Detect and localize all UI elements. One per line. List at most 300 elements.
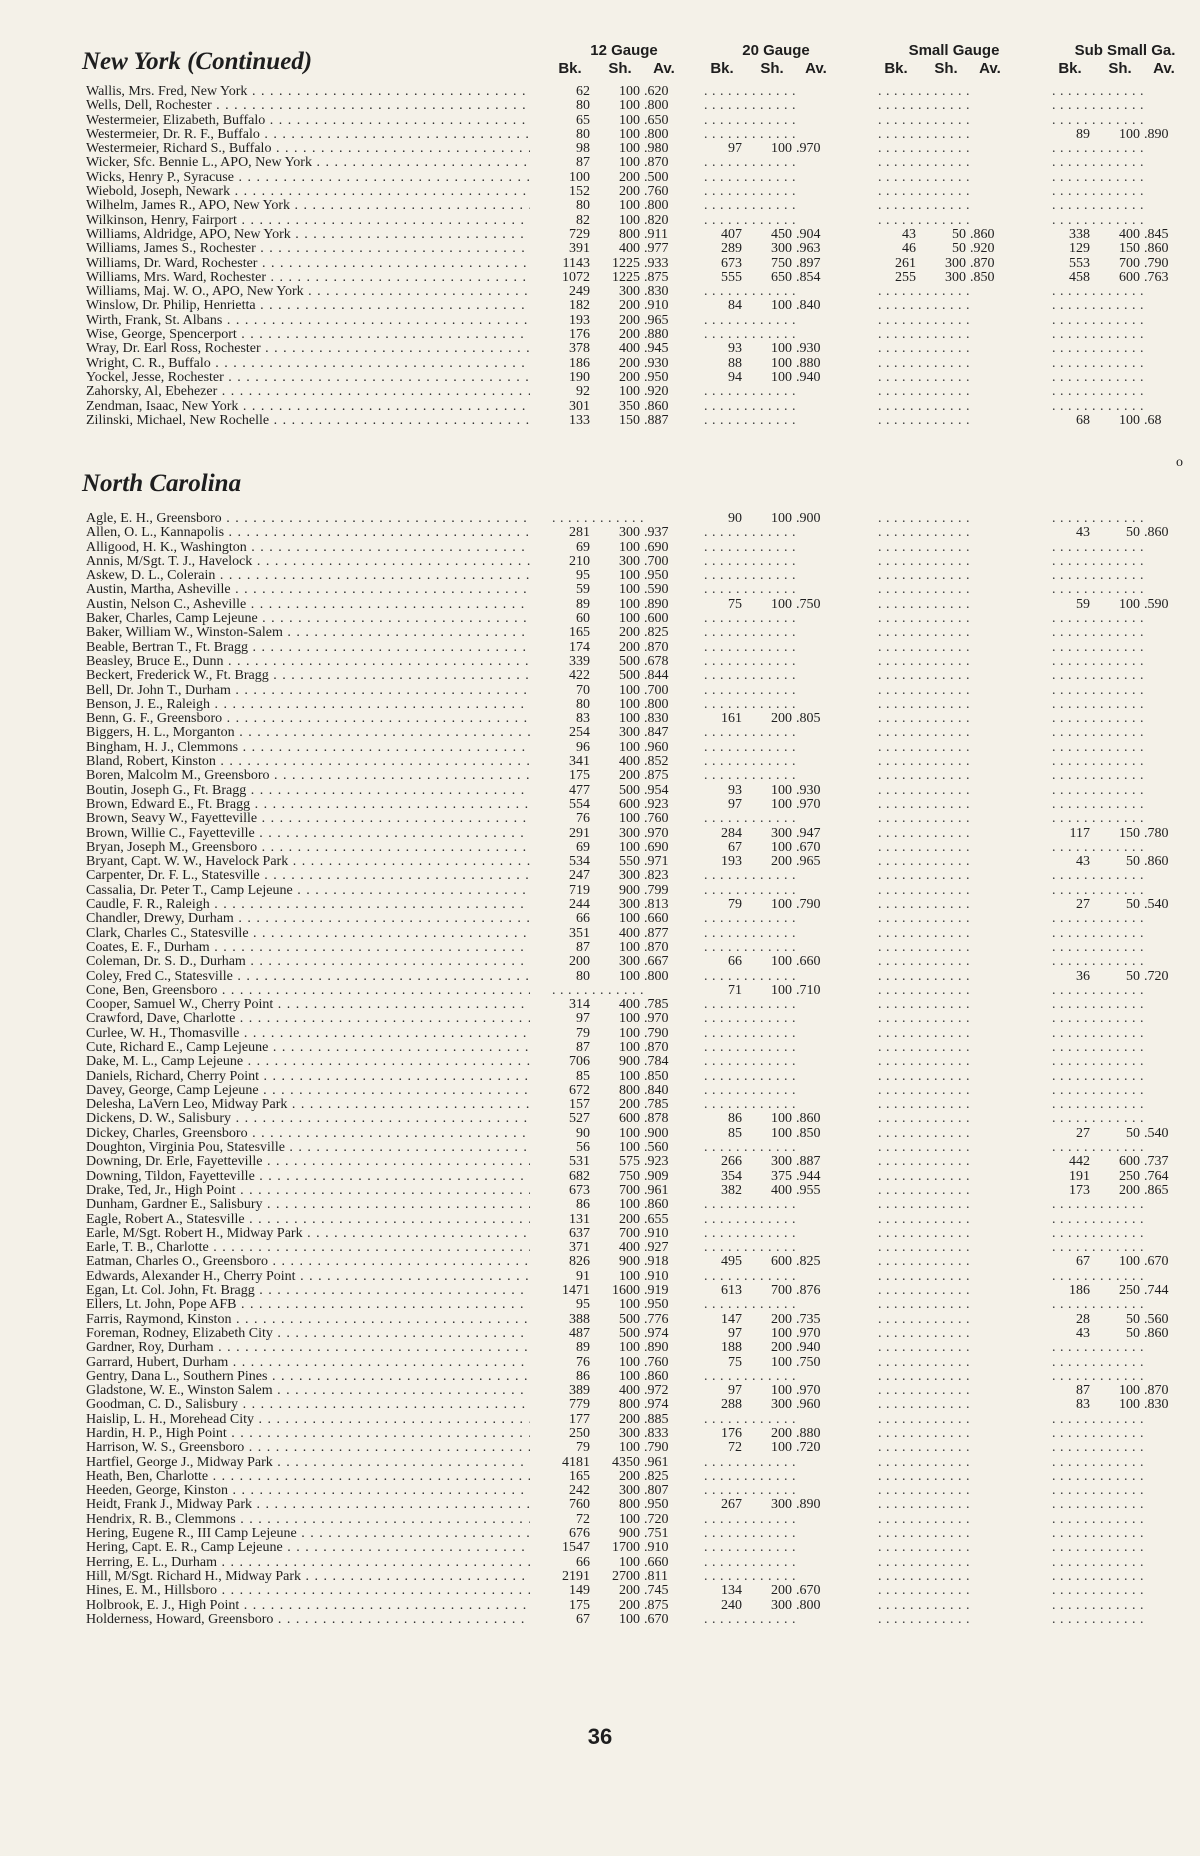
empty-leader-dots: . . . . . . . . . . . .: [704, 640, 796, 655]
shooter-name: Westermeier, Richard S., Buffalo . . .: [86, 142, 530, 156]
score-sh: 100: [771, 796, 792, 812]
score-av: .930: [796, 782, 821, 798]
score-sh: 100: [771, 982, 792, 998]
shooter-name: Coates, E. F., Durham . . .: [86, 941, 530, 955]
score-group-0: [548, 669, 688, 683]
score-group-3: [1048, 1327, 1188, 1341]
score-sh: 200: [619, 639, 640, 655]
score-group-1: [700, 669, 840, 683]
score-group-2: [874, 726, 1014, 740]
score-group-2: [874, 156, 1014, 170]
table-row: [0, 400, 1200, 414]
table-row: [0, 1456, 1200, 1470]
score-group-2: [874, 541, 1014, 555]
score-bk: 422: [569, 668, 590, 684]
table-row: [0, 898, 1200, 912]
score-group-3: [1048, 414, 1188, 428]
score-bk: 676: [569, 1526, 590, 1542]
score-group-1: [700, 612, 840, 626]
score-bk: 27: [1076, 1125, 1090, 1141]
score-sh: 100: [1119, 596, 1140, 612]
score-group-1: [700, 726, 840, 740]
score-group-2: [874, 970, 1014, 984]
empty-leader-dots: . . . . . . . . . . . .: [878, 1369, 970, 1384]
table-row: [0, 242, 1200, 256]
score-group-3: [1048, 1313, 1188, 1327]
score-sh: 100: [619, 1125, 640, 1141]
empty-leader-dots: . . . . . . . . . . . .: [704, 413, 796, 428]
score-sh: 200: [619, 169, 640, 185]
score-group-3: [1048, 698, 1188, 712]
score-av: .909: [644, 1168, 669, 1184]
shooter-name: Zendman, Isaac, New York . . .: [86, 400, 530, 414]
shooter-name: Westermeier, Dr. R. F., Buffalo . . .: [86, 128, 530, 142]
score-group-0: [548, 1070, 688, 1084]
score-sh: 500: [619, 1311, 640, 1327]
score-av: .919: [644, 1283, 669, 1299]
shooter-name: Dake, M. L., Camp Lejeune . . .: [86, 1055, 530, 1069]
empty-leader-dots: . . . . . . . . . . . .: [704, 612, 796, 627]
score-bk: 97: [728, 796, 742, 812]
score-av: .875: [644, 269, 669, 285]
shooter-name: Westermeier, Elizabeth, Buffalo . . .: [86, 114, 530, 128]
score-sh: 50: [1126, 1325, 1140, 1341]
score-bk: 91: [576, 1268, 590, 1284]
empty-leader-dots: . . . . . . . . . . . .: [878, 740, 970, 755]
empty-leader-dots: . . . . . . . . . . . .: [1052, 998, 1144, 1013]
score-av: .865: [1144, 1182, 1169, 1198]
score-group-3: [1048, 626, 1188, 640]
score-group-0: [548, 1327, 688, 1341]
empty-leader-dots: . . . . . . . . . . . .: [704, 1055, 796, 1070]
empty-leader-dots: . . . . . . . . . . . .: [1052, 1512, 1144, 1527]
score-group-3: [1048, 1127, 1188, 1141]
score-group-0: [548, 1155, 688, 1169]
score-bk: 242: [569, 1483, 590, 1499]
score-group-0: [548, 869, 688, 883]
score-sh: 400: [619, 241, 640, 257]
empty-leader-dots: . . . . . . . . . . . .: [704, 969, 796, 984]
subheader-av-1: Av.: [805, 60, 827, 77]
score-bk: 90: [576, 1125, 590, 1141]
empty-leader-dots: . . . . . . . . . . . .: [878, 1569, 970, 1584]
score-av: .860: [644, 1197, 669, 1213]
empty-leader-dots: . . . . . . . . . . . .: [878, 142, 970, 157]
empty-leader-dots: . . . . . . . . . . . .: [878, 955, 970, 970]
shooter-name: Hendrix, R. B., Clemmons . . .: [86, 1513, 530, 1527]
score-group-1: [700, 414, 840, 428]
empty-leader-dots: . . . . . . . . . . . .: [1052, 554, 1144, 569]
score-av: .890: [644, 596, 669, 612]
empty-leader-dots: . . . . . . . . . . . .: [878, 554, 970, 569]
score-av: .825: [644, 625, 669, 641]
table-row: [0, 1141, 1200, 1155]
shooter-name: Biggers, H. L., Morganton . . .: [86, 726, 530, 740]
empty-leader-dots: . . . . . . . . . . . .: [878, 1141, 970, 1156]
score-av: .870: [970, 255, 995, 271]
score-sh: 800: [619, 1497, 640, 1513]
score-av: .940: [796, 369, 821, 385]
score-group-0: [548, 257, 688, 271]
empty-leader-dots: . . . . . . . . . . . .: [878, 185, 970, 200]
score-group-3: [1048, 171, 1188, 185]
score-av: .799: [644, 882, 669, 898]
score-group-3: [1048, 1470, 1188, 1484]
score-sh: 100: [619, 596, 640, 612]
empty-leader-dots: . . . . . . . . . . . .: [704, 626, 796, 641]
score-sh: 300: [945, 255, 966, 271]
score-group-0: [548, 927, 688, 941]
empty-leader-dots: . . . . . . . . . . . .: [552, 983, 644, 998]
table-row: [0, 855, 1200, 869]
score-av: .875: [644, 1597, 669, 1613]
score-bk: 191: [1069, 1168, 1090, 1184]
score-av: .974: [644, 1397, 669, 1413]
score-bk: 487: [569, 1325, 590, 1341]
empty-leader-dots: . . . . . . . . . . . .: [1052, 1012, 1144, 1027]
shooter-name: Bryan, Joseph M., Greensboro . . .: [86, 841, 530, 855]
score-sh: 200: [771, 854, 792, 870]
score-av: .670: [796, 1583, 821, 1599]
empty-leader-dots: . . . . . . . . . . . .: [704, 755, 796, 770]
score-group-1: [700, 156, 840, 170]
score-av: .760: [644, 184, 669, 200]
table-row: [0, 1213, 1200, 1227]
score-group-3: [1048, 1084, 1188, 1098]
score-group-0: [548, 698, 688, 712]
score-bk: 682: [569, 1168, 590, 1184]
score-group-2: [874, 242, 1014, 256]
score-group-2: [874, 114, 1014, 128]
score-av: .880: [796, 355, 821, 371]
score-group-2: [874, 1213, 1014, 1227]
empty-leader-dots: . . . . . . . . . . . .: [878, 1298, 970, 1313]
empty-leader-dots: . . . . . . . . . . . .: [878, 1241, 970, 1256]
score-av: .737: [1144, 1154, 1169, 1170]
score-av: .690: [644, 839, 669, 855]
empty-leader-dots: . . . . . . . . . . . .: [704, 1212, 796, 1227]
score-group-3: [1048, 970, 1188, 984]
score-av: .68: [1144, 412, 1162, 428]
empty-leader-dots: . . . . . . . . . . . .: [704, 113, 796, 128]
score-av: .950: [644, 369, 669, 385]
score-av: .970: [796, 1325, 821, 1341]
score-group-2: [874, 1255, 1014, 1269]
score-sh: 750: [771, 255, 792, 271]
score-sh: 100: [771, 897, 792, 913]
score-sh: 200: [619, 355, 640, 371]
table-row: [0, 970, 1200, 984]
score-av: .800: [644, 968, 669, 984]
subheader-sh-1: Sh.: [760, 60, 784, 77]
score-bk: 87: [1076, 1383, 1090, 1399]
table-row: [0, 955, 1200, 969]
score-group-2: [874, 1084, 1014, 1098]
score-av: .790: [1144, 255, 1169, 271]
table-row: [0, 569, 1200, 583]
score-av: .930: [644, 355, 669, 371]
score-group-1: [700, 812, 840, 826]
table-row: [0, 156, 1200, 170]
empty-leader-dots: . . . . . . . . . . . .: [1052, 1455, 1144, 1470]
score-group-0: [548, 1198, 688, 1212]
score-bk: 86: [576, 1197, 590, 1213]
score-av: .918: [644, 1254, 669, 1270]
score-group-0: [548, 569, 688, 583]
shooter-name: Wirth, Frank, St. Albans . . .: [86, 314, 530, 328]
score-group-1: [700, 869, 840, 883]
score-group-1: [700, 228, 840, 242]
score-av: .965: [796, 854, 821, 870]
score-group-2: [874, 641, 1014, 655]
score-av: .850: [970, 269, 995, 285]
score-bk: 266: [721, 1154, 742, 1170]
shooter-name: Wilhelm, James R., APO, New York . . .: [86, 199, 530, 213]
score-group-0: [548, 1084, 688, 1098]
table-row: [0, 641, 1200, 655]
score-sh: 100: [619, 611, 640, 627]
shooter-name: Wise, George, Spencerport . . .: [86, 328, 530, 342]
empty-leader-dots: . . . . . . . . . . . .: [878, 1498, 970, 1513]
score-sh: 200: [619, 1211, 640, 1227]
table-row: [0, 1241, 1200, 1255]
score-av: .800: [644, 696, 669, 712]
table-row: [0, 1541, 1200, 1555]
score-sh: 200: [619, 184, 640, 200]
score-group-2: [874, 512, 1014, 526]
score-av: .750: [796, 1354, 821, 1370]
table-row: [0, 869, 1200, 883]
score-sh: 300: [619, 897, 640, 913]
score-sh: 375: [771, 1168, 792, 1184]
empty-leader-dots: . . . . . . . . . . . .: [878, 1126, 970, 1141]
score-sh: 200: [619, 1097, 640, 1113]
empty-leader-dots: . . . . . . . . . . . .: [1052, 113, 1144, 128]
shooter-name: Williams, Aldridge, APO, New York . . .: [86, 228, 530, 242]
score-sh: 200: [619, 768, 640, 784]
table-row: [0, 1155, 1200, 1169]
shooter-name: Chandler, Drewy, Durham . . .: [86, 912, 530, 926]
empty-leader-dots: . . . . . . . . . . . .: [878, 370, 970, 385]
score-bk: 149: [569, 1583, 590, 1599]
shooter-name: Beckert, Frederick W., Ft. Bragg . . .: [86, 669, 530, 683]
score-group-0: [548, 357, 688, 371]
empty-leader-dots: . . . . . . . . . . . .: [704, 654, 796, 669]
score-group-1: [700, 1413, 840, 1427]
score-bk: 66: [576, 911, 590, 927]
shooter-name: Baker, William W., Winston-Salem . . .: [86, 626, 530, 640]
score-av: .678: [644, 653, 669, 669]
score-sh: 300: [945, 269, 966, 285]
score-av: .655: [644, 1211, 669, 1227]
score-sh: 100: [771, 511, 792, 526]
empty-leader-dots: . . . . . . . . . . . .: [1052, 697, 1144, 712]
score-sh: 100: [771, 782, 792, 798]
score-sh: 400: [619, 1383, 640, 1399]
score-sh: 200: [619, 298, 640, 314]
score-bk: 267: [721, 1497, 742, 1513]
table-row: [0, 655, 1200, 669]
score-av: .974: [644, 1325, 669, 1341]
score-av: .784: [644, 1054, 669, 1070]
score-group-3: [1048, 1298, 1188, 1312]
score-group-0: [548, 1498, 688, 1512]
empty-leader-dots: . . . . . . . . . . . .: [878, 285, 970, 300]
shooter-name: Cone, Ben, Greensboro . . .: [86, 984, 530, 998]
score-group-0: [548, 1184, 688, 1198]
empty-leader-dots: . . . . . . . . . . . .: [878, 413, 970, 428]
empty-leader-dots: . . . . . . . . . . . .: [1052, 299, 1144, 314]
score-sh: 1700: [612, 1540, 640, 1556]
score-av: .847: [644, 725, 669, 741]
empty-leader-dots: . . . . . . . . . . . .: [878, 669, 970, 684]
score-av: .878: [644, 1111, 669, 1127]
score-group-2: [874, 1155, 1014, 1169]
score-group-2: [874, 1313, 1014, 1327]
score-av: .764: [1144, 1168, 1169, 1184]
table-row: [0, 171, 1200, 185]
score-group-2: [874, 1398, 1014, 1412]
table-row: [0, 1599, 1200, 1613]
shooter-name: Eagle, Robert A., Statesville . . .: [86, 1213, 530, 1227]
empty-leader-dots: . . . . . . . . . . . .: [1052, 99, 1144, 114]
empty-leader-dots: . . . . . . . . . . . .: [1052, 1484, 1144, 1499]
empty-leader-dots: . . . . . . . . . . . .: [704, 569, 796, 584]
empty-leader-dots: . . . . . . . . . . . .: [704, 1541, 796, 1556]
empty-leader-dots: . . . . . . . . . . . .: [878, 113, 970, 128]
score-bk: 341: [569, 754, 590, 770]
shooter-name: Caudle, F. R., Raleigh . . .: [86, 898, 530, 912]
score-bk: 458: [1069, 269, 1090, 285]
score-group-2: [874, 299, 1014, 313]
score-sh: 500: [619, 668, 640, 684]
score-av: .950: [644, 1297, 669, 1313]
score-av: .780: [1144, 825, 1169, 841]
score-group-0: [548, 185, 688, 199]
table-row: [0, 555, 1200, 569]
shooter-name: Downing, Dr. Erle, Fayetteville . . .: [86, 1155, 530, 1169]
score-sh: 100: [1119, 126, 1140, 142]
empty-leader-dots: . . . . . . . . . . . .: [704, 769, 796, 784]
score-av: .950: [644, 1497, 669, 1513]
score-group-1: [700, 328, 840, 342]
empty-leader-dots: . . . . . . . . . . . .: [1052, 1198, 1144, 1213]
score-group-3: [1048, 156, 1188, 170]
score-group-0: [548, 1570, 688, 1584]
shooter-name: Davey, George, Camp Lejeune . . .: [86, 1084, 530, 1098]
score-group-0: [548, 1427, 688, 1441]
score-av: .880: [796, 1426, 821, 1441]
empty-leader-dots: . . . . . . . . . . . .: [1052, 1584, 1144, 1599]
score-group-0: [548, 1041, 688, 1055]
score-group-1: [700, 1055, 840, 1069]
table-row: [0, 1527, 1200, 1541]
score-group-2: [874, 1284, 1014, 1298]
score-group-0: [548, 1584, 688, 1598]
score-group-0: [548, 400, 688, 414]
empty-leader-dots: . . . . . . . . . . . .: [704, 726, 796, 741]
score-group-1: [700, 1441, 840, 1455]
score-sh: 4350: [612, 1454, 640, 1470]
score-av: .904: [796, 226, 821, 242]
score-group-1: [700, 798, 840, 812]
score-sh: 900: [619, 1054, 640, 1070]
score-group-3: [1048, 641, 1188, 655]
empty-leader-dots: . . . . . . . . . . . .: [878, 342, 970, 357]
subheader-sh-2: Sh.: [934, 60, 958, 77]
score-sh: 100: [771, 1383, 792, 1399]
empty-leader-dots: . . . . . . . . . . . .: [878, 883, 970, 898]
score-av: .800: [796, 1597, 821, 1613]
score-group-1: [700, 1341, 840, 1355]
table-row: [0, 342, 1200, 356]
score-av: .977: [644, 241, 669, 257]
score-group-1: [700, 941, 840, 955]
score-bk: 69: [576, 539, 590, 555]
empty-leader-dots: . . . . . . . . . . . .: [704, 1612, 796, 1627]
score-group-2: [874, 1184, 1014, 1198]
score-bk: 80: [576, 98, 590, 114]
table-row: [0, 1055, 1200, 1069]
score-group-3: [1048, 1284, 1188, 1298]
empty-leader-dots: . . . . . . . . . . . .: [878, 1040, 970, 1055]
score-bk: 129: [1069, 241, 1090, 257]
score-group-1: [700, 285, 840, 299]
shooter-name: Wray, Dr. Earl Ross, Rochester . . .: [86, 342, 530, 356]
score-group-3: [1048, 342, 1188, 356]
empty-leader-dots: . . . . . . . . . . . .: [1052, 569, 1144, 584]
table-row: [0, 941, 1200, 955]
score-av: .944: [796, 1168, 821, 1184]
score-bk: 72: [728, 1440, 742, 1456]
score-av: .910: [644, 298, 669, 314]
score-group-2: [874, 1570, 1014, 1584]
table-row: [0, 1313, 1200, 1327]
score-group-2: [874, 271, 1014, 285]
table-row: [0, 199, 1200, 213]
score-bk: 67: [1076, 1254, 1090, 1270]
score-group-1: [700, 741, 840, 755]
score-bk: 76: [576, 1354, 590, 1370]
score-bk: 1072: [562, 269, 590, 285]
empty-leader-dots: . . . . . . . . . . . .: [1052, 883, 1144, 898]
score-group-3: [1048, 1513, 1188, 1527]
score-group-1: [700, 1541, 840, 1555]
score-group-1: [700, 299, 840, 313]
empty-leader-dots: . . . . . . . . . . . .: [704, 940, 796, 955]
score-bk: 477: [569, 782, 590, 798]
shooter-name: Williams, Maj. W. O., APO, New York . . .: [86, 285, 530, 299]
table-row: [0, 798, 1200, 812]
empty-leader-dots: . . . . . . . . . . . .: [1052, 712, 1144, 727]
shooter-name: Dickey, Charles, Greensboro . . .: [86, 1127, 530, 1141]
page-number: 36: [587, 1724, 613, 1749]
score-bk: 69: [576, 839, 590, 855]
table-row: [0, 526, 1200, 540]
table-row: [0, 1484, 1200, 1498]
empty-leader-dots: . . . . . . . . . . . .: [704, 1141, 796, 1156]
score-sh: 600: [619, 1111, 640, 1127]
score-group-3: [1048, 1012, 1188, 1026]
shooter-name: Austin, Nelson C., Asheville . . .: [86, 598, 530, 612]
score-sh: 2700: [612, 1568, 640, 1584]
score-sh: 400: [771, 1182, 792, 1198]
score-bk: 43: [902, 226, 916, 242]
empty-leader-dots: . . . . . . . . . . . .: [1052, 626, 1144, 641]
empty-leader-dots: . . . . . . . . . . . .: [878, 640, 970, 655]
score-sh: 200: [619, 1583, 640, 1599]
empty-leader-dots: . . . . . . . . . . . .: [1052, 1055, 1144, 1070]
